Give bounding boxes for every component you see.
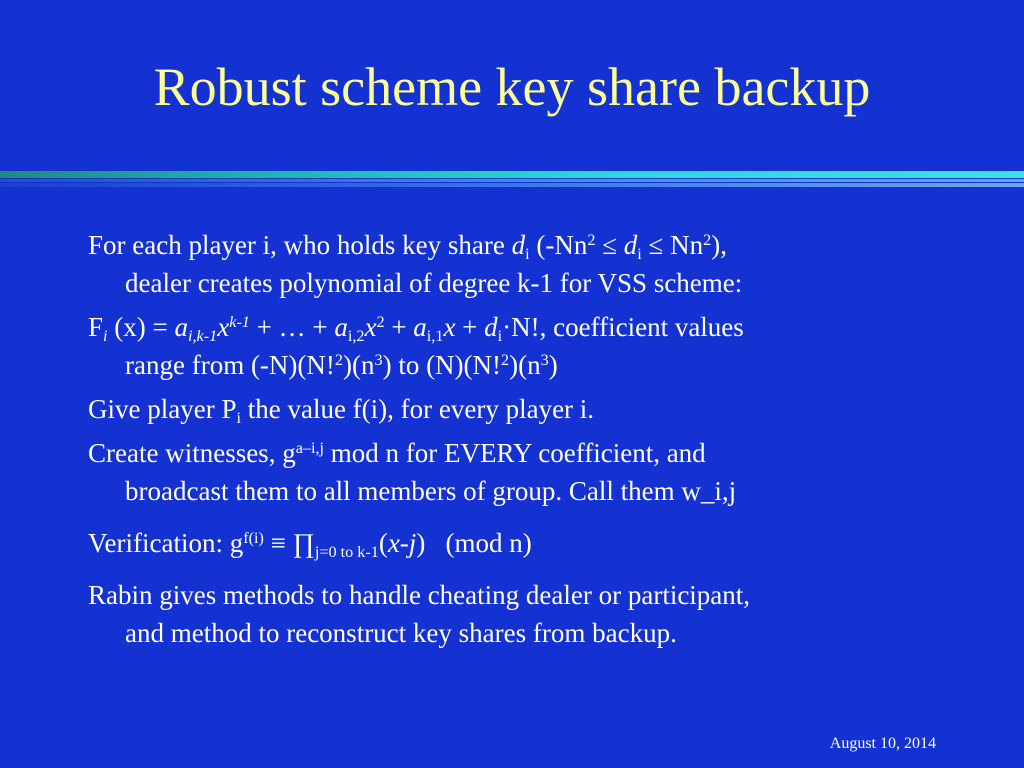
bullet-polynomial: $F_i$ $(x) = a_{i,k-1}x^{k-1}$ + … + $a_{i,2}x^2 + a_{i,1}x + d_i\cdot N$!, coefficient values range from $(-N)(N!^2)(n^3)$ to $(N)(N!^2)(n^3)$ bbox=[88, 312, 744, 380]
slide-body bbox=[88, 226, 948, 658]
bullet-witnesses: Create witnesses, $g^{a-i,j}$ mod n for EVERY coefficient, and broadcast them to all members of group. Call them w_i,j bbox=[88, 438, 737, 506]
bullet-give-player: Give player $P_i$ the value f(i), for every player i. bbox=[88, 394, 595, 427]
title-divider-blue bbox=[0, 183, 1024, 187]
footer-date: August 10, 2014 bbox=[829, 735, 936, 752]
title-divider-teal bbox=[0, 171, 1024, 178]
bullet-verification: Verification: $g^{f(i)}$ ≡ $\prod_{j=0 to k-1}(x-j)$ (mod n) bbox=[88, 528, 532, 561]
bullet-key-share: For each player i, who holds key share $d_i$ $(-Nn^2 \le d_i \le Nn^2)$, dealer creates polynomial of degree k-1 for VSS scheme: bbox=[88, 230, 743, 298]
title-divider-light-blue bbox=[0, 179, 1024, 182]
slide-title: Robust scheme key share backup bbox=[153, 57, 871, 117]
bullet-rabin: Rabin gives methods to handle cheating dealer or participant, and method to reconstruct key shares from backup. bbox=[88, 580, 751, 648]
